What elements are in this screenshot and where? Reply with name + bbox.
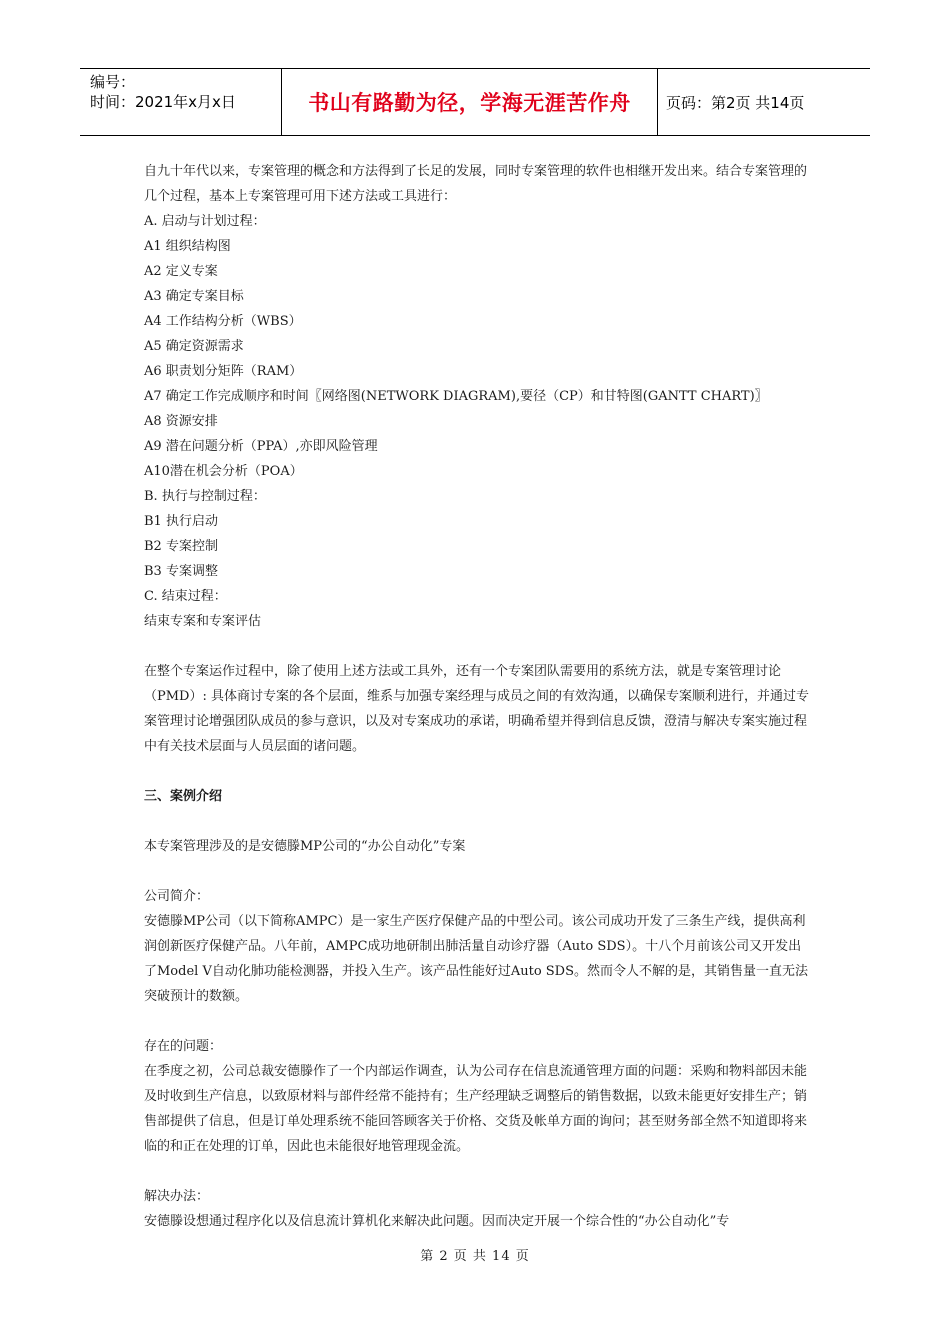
body-paragraph: A1 组织结构图 — [144, 239, 231, 254]
section-heading: 三、案例介绍 — [144, 789, 223, 804]
body-paragraph: A6 职责划分矩阵（RAM） — [144, 364, 303, 379]
body-paragraph: A8 资源安排 — [144, 414, 218, 429]
body-paragraph: B3 专案调整 — [144, 564, 218, 579]
body-paragraph: 存在的问题： — [144, 1039, 223, 1054]
body-paragraph: A7 确定工作完成顺序和时间〖网络图(NETWORK DIAGRAM),要径（CP）和甘特图(GANTT CHART)〗 — [144, 389, 768, 404]
body-paragraph: 结束专案和专案评估 — [144, 614, 262, 629]
body-paragraph: A3 确定专案目标 — [144, 289, 244, 304]
paragraph-gap — [144, 859, 810, 884]
page-footer: 第 2 页 共 14 页 — [420, 1249, 530, 1264]
paragraph-gap — [144, 1159, 810, 1184]
body-paragraph: A4 工作结构分析（WBS） — [144, 314, 302, 329]
motto-text: 书山有路勤为径，学海无涯苦作舟 — [308, 91, 631, 115]
document-number-label: 编号： — [90, 73, 136, 91]
page-info: 页码：第2页 共14页 — [666, 93, 805, 112]
body-paragraph: A10潜在机会分析（POA） — [144, 464, 303, 479]
header-motto-cell — [282, 69, 658, 135]
body-paragraph: 公司简介： — [144, 889, 210, 904]
header-page-cell — [658, 69, 870, 135]
body-paragraph: 安德滕MP公司（以下简称AMPC）是一家生产医疗保健产品的中型公司。该公司成功开发了三条生产线，提供高利润创新医疗保健产品。八年前，AMPC成功地研制出肺活量自动诊疗器（Auto SDS）。十八个月前该公司又开发出了Model V自动化肺功能检测器，并投入生产。该产品性能好过Auto SDS。然而令人不解的是，其销售量一直无法突破预计的数额。 — [144, 914, 809, 1004]
body-paragraph: 在季度之初，公司总裁安德滕作了一个内部运作调查，认为公司存在信息流通管理方面的问题：采购和物料部因未能及时收到生产信息，以致原材料与部件经常不能持有；生产经理缺乏调整后的销售数据，以致未能更好安排生产；销售部提供了信息，但是订单处理系统不能回答顾客关于价格、交货及帐单方面的询问；甚至财务部全然不知道即将来临的和正在处理的订单，因此也未能很好地管理现金流。 — [144, 1064, 808, 1154]
body-paragraph: B1 执行启动 — [144, 514, 218, 529]
body-paragraph: B2 专案控制 — [144, 539, 218, 554]
body-paragraph: 本专案管理涉及的是安德滕MP公司的“办公自动化”专案 — [144, 839, 466, 854]
body-paragraph: A5 确定资源需求 — [144, 339, 244, 354]
body-paragraph: 安德滕设想通过程序化以及信息流计算机化来解决此问题。因而决定开展一个综合性的“办公自动化”专 — [144, 1214, 730, 1229]
body-paragraph: C. 结束过程： — [144, 589, 227, 604]
body-paragraph: A2 定义专案 — [144, 264, 218, 279]
document-date: 时间：2021年x月x日 — [90, 93, 236, 111]
body-paragraph: 在整个专案运作过程中，除了使用上述方法或工具外，还有一个专案团队需要用的系统方法，就是专案管理讨论（PMD）: 具体商讨专案的各个层面，维系与加强专案经理与成员之间的有效沟通，以确保专案顺利进行，并通过专案管理讨论增强团队成员的参与意识，以及对专案成功的承诺，明确希望并得到信息反馈，澄清与解决专案实施过程中有关技术层面与人员层面的诸问题。 — [144, 664, 809, 754]
body-paragraph: 解决办法： — [144, 1189, 210, 1204]
body-paragraph: A9 潜在问题分析（PPA）,亦即风险管理 — [144, 439, 378, 454]
body-paragraph: 自九十年代以来，专案管理的概念和方法得到了长足的发展，同时专案管理的软件也相继开发出来。结合专案管理的几个过程，基本上专案管理可用下述方法或工具进行： — [144, 164, 808, 204]
body-paragraph: B. 执行与控制过程： — [144, 489, 266, 504]
paragraph-gap — [144, 1009, 810, 1034]
document-body — [144, 159, 810, 1234]
header-info-cell — [80, 69, 282, 135]
page-header — [80, 68, 870, 136]
body-paragraph: A. 启动与计划过程： — [144, 214, 266, 229]
paragraph-gap — [144, 759, 810, 784]
paragraph-gap — [144, 634, 810, 659]
paragraph-gap — [144, 809, 810, 834]
